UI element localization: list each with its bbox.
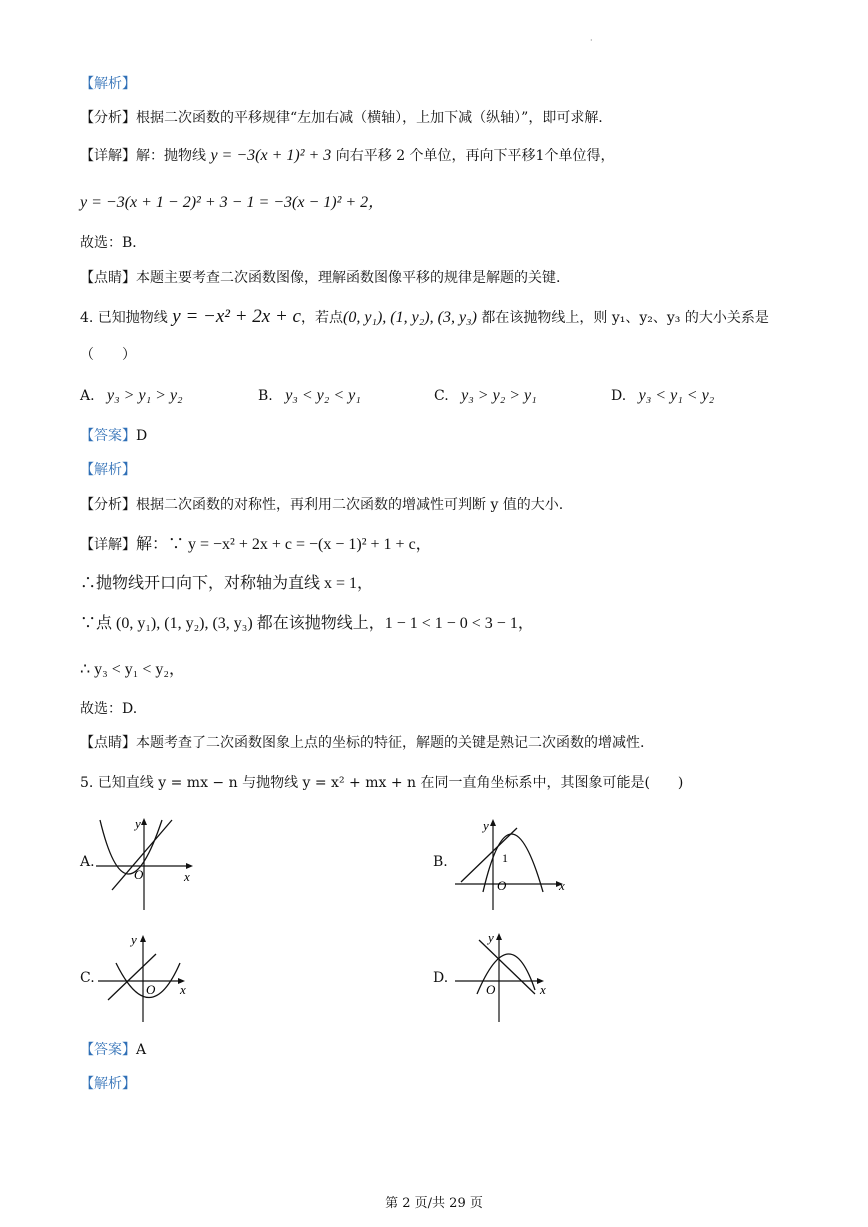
q5-option-d-label[interactable]: D. bbox=[433, 970, 449, 986]
q4-option-c[interactable] bbox=[434, 387, 537, 405]
graph-b-y-label: y bbox=[483, 818, 489, 833]
q4-comment bbox=[80, 733, 644, 753]
q4-answer-value: D bbox=[136, 428, 148, 444]
page-footer: 第 2 页/共 29 页 bbox=[385, 1196, 483, 1211]
q4-stem bbox=[80, 307, 769, 328]
q4-option-b-text: y₃ < y₂ < y₁ bbox=[285, 387, 361, 404]
q3-comment bbox=[80, 268, 560, 288]
q4-detail-2: ∴抛物线开口向下，对称轴为直线 x = 1， bbox=[80, 575, 374, 592]
q4-analysis-text: 根据二次函数的对称性，再利用二次函数的增减性可判断 y 值的大小. bbox=[136, 497, 564, 513]
graph-c-origin: O bbox=[146, 982, 156, 997]
graph-c[interactable] bbox=[98, 930, 196, 1024]
graph-a-y-label: y bbox=[135, 816, 141, 831]
xiangjie-tag: 【详解】 bbox=[80, 148, 136, 164]
fenxi-tag: 【分析】 bbox=[80, 110, 136, 126]
q4-option-d-label: D. bbox=[611, 388, 627, 404]
answer-tag-q5: 【答案】 bbox=[80, 1042, 136, 1058]
dianjing-tag: 【点睛】 bbox=[80, 270, 136, 286]
fenxi-tag-q4: 【分析】 bbox=[80, 497, 136, 513]
q4-detail-1 bbox=[80, 535, 432, 555]
graph-b-origin: O bbox=[497, 878, 507, 893]
q4-option-d-text: y₃ < y₁ < y₂ bbox=[638, 387, 715, 404]
q4-detail-3: ∵点 (0, y₁), (1, y₂), (3, y₃) 都在该抛物线上，1 − 1 < 1 − 0 < 3 − 1， bbox=[80, 615, 534, 632]
graph-d[interactable] bbox=[455, 930, 555, 1024]
q4-stem-prefix: 4. 已知抛物线 bbox=[80, 310, 168, 326]
q3-choose: 故选：B． bbox=[80, 235, 147, 251]
q4-option-a-text: y₃ > y₁ > y₂ bbox=[107, 387, 183, 404]
analysis-tag-1: 【解析】 bbox=[80, 76, 136, 92]
graph-a[interactable] bbox=[96, 818, 201, 913]
q3-detail-suffix: 向右平移 2 个单位，再向下平移1个单位得， bbox=[335, 148, 615, 164]
q4-analysis bbox=[80, 495, 563, 515]
scan-dot: · bbox=[590, 36, 593, 45]
q5-answer bbox=[80, 1040, 146, 1060]
graph-a-origin: O bbox=[134, 867, 144, 882]
q4-option-d[interactable] bbox=[611, 387, 714, 405]
graph-c-y-label: y bbox=[131, 932, 137, 947]
q4-stem-mid: ，若点 bbox=[300, 310, 343, 326]
q4-detail-4: ∴ y₃ < y₁ < y₂， bbox=[80, 661, 185, 678]
q5-option-c-label[interactable]: C. bbox=[80, 970, 95, 986]
q5-option-a-label[interactable]: A. bbox=[80, 854, 95, 870]
q4-option-b[interactable] bbox=[258, 387, 361, 405]
dianjing-tag-q4: 【点睛】 bbox=[80, 735, 136, 751]
q3-comment-text: 本题主要考查二次函数图像，理解函数图像平移的规律是解题的关键. bbox=[136, 270, 561, 286]
analysis-tag-2: 【解析】 bbox=[80, 462, 136, 478]
graph-d-y-label: y bbox=[488, 930, 494, 945]
q5-stem: 5. 已知直线 y = mx − n 与抛物线 y = x² + mx + n 在同一直角坐标系中，其图象可能是( ) bbox=[80, 775, 684, 791]
q5-answer-value: A bbox=[136, 1042, 147, 1058]
graph-b-x-label: x bbox=[559, 878, 565, 893]
q4-stem-points: (0, y₁), (1, y₂), (3, y₃) bbox=[342, 309, 477, 326]
graph-d-origin: O bbox=[486, 982, 496, 997]
q3-analysis bbox=[80, 108, 603, 128]
answer-tag-q4: 【答案】 bbox=[80, 428, 136, 444]
q4-option-c-label: C. bbox=[434, 388, 449, 404]
graph-b[interactable] bbox=[455, 816, 570, 910]
graph-a-x-label: x bbox=[184, 869, 190, 884]
q4-option-a-label: A. bbox=[80, 388, 95, 404]
q4-answer bbox=[80, 426, 147, 446]
q3-detail-eq: y = −3(x + 1)² + 3 bbox=[210, 147, 332, 164]
graph-c-x-label: x bbox=[180, 982, 186, 997]
q4-stem-eq: y = −x² + 2x + c bbox=[172, 306, 301, 327]
xiangjie-tag-q4: 【详解】 bbox=[80, 537, 136, 553]
q4-choose: 故选：D. bbox=[80, 701, 138, 717]
analysis-tag-3: 【解析】 bbox=[80, 1076, 136, 1092]
q4-paren: （ ） bbox=[80, 347, 136, 363]
q4-option-c-text: y₃ > y₂ > y₁ bbox=[461, 387, 537, 404]
q4-comment-text: 本题考查了二次函数图象上点的坐标的特征，解题的关键是熟记二次函数的增减性. bbox=[136, 735, 645, 751]
graph-d-x-label: x bbox=[540, 982, 546, 997]
q4-detail-1-text: 解：∵ y = −x² + 2x + c = −(x − 1)² + 1 + c， bbox=[136, 536, 432, 553]
q3-detail-prefix: 解：抛物线 bbox=[136, 148, 206, 164]
q4-option-a[interactable] bbox=[80, 387, 183, 405]
q4-stem-suffix: 都在该抛物线上，则 y₁、y₂、y₃ 的大小关系是 bbox=[481, 310, 769, 326]
q3-analysis-text: 根据二次函数的平移规律“左加右减（横轴），上加下减（纵轴）”，即可求解. bbox=[136, 110, 603, 126]
q3-detail bbox=[80, 146, 614, 166]
q5-option-b-label[interactable]: B. bbox=[433, 854, 448, 870]
q4-option-b-label: B. bbox=[258, 388, 273, 404]
q3-eq2: y = −3(x + 1 − 2)² + 3 − 1 = −3(x − 1)² + 2， bbox=[80, 194, 385, 211]
graph-b-one-label: 1 bbox=[502, 851, 508, 865]
